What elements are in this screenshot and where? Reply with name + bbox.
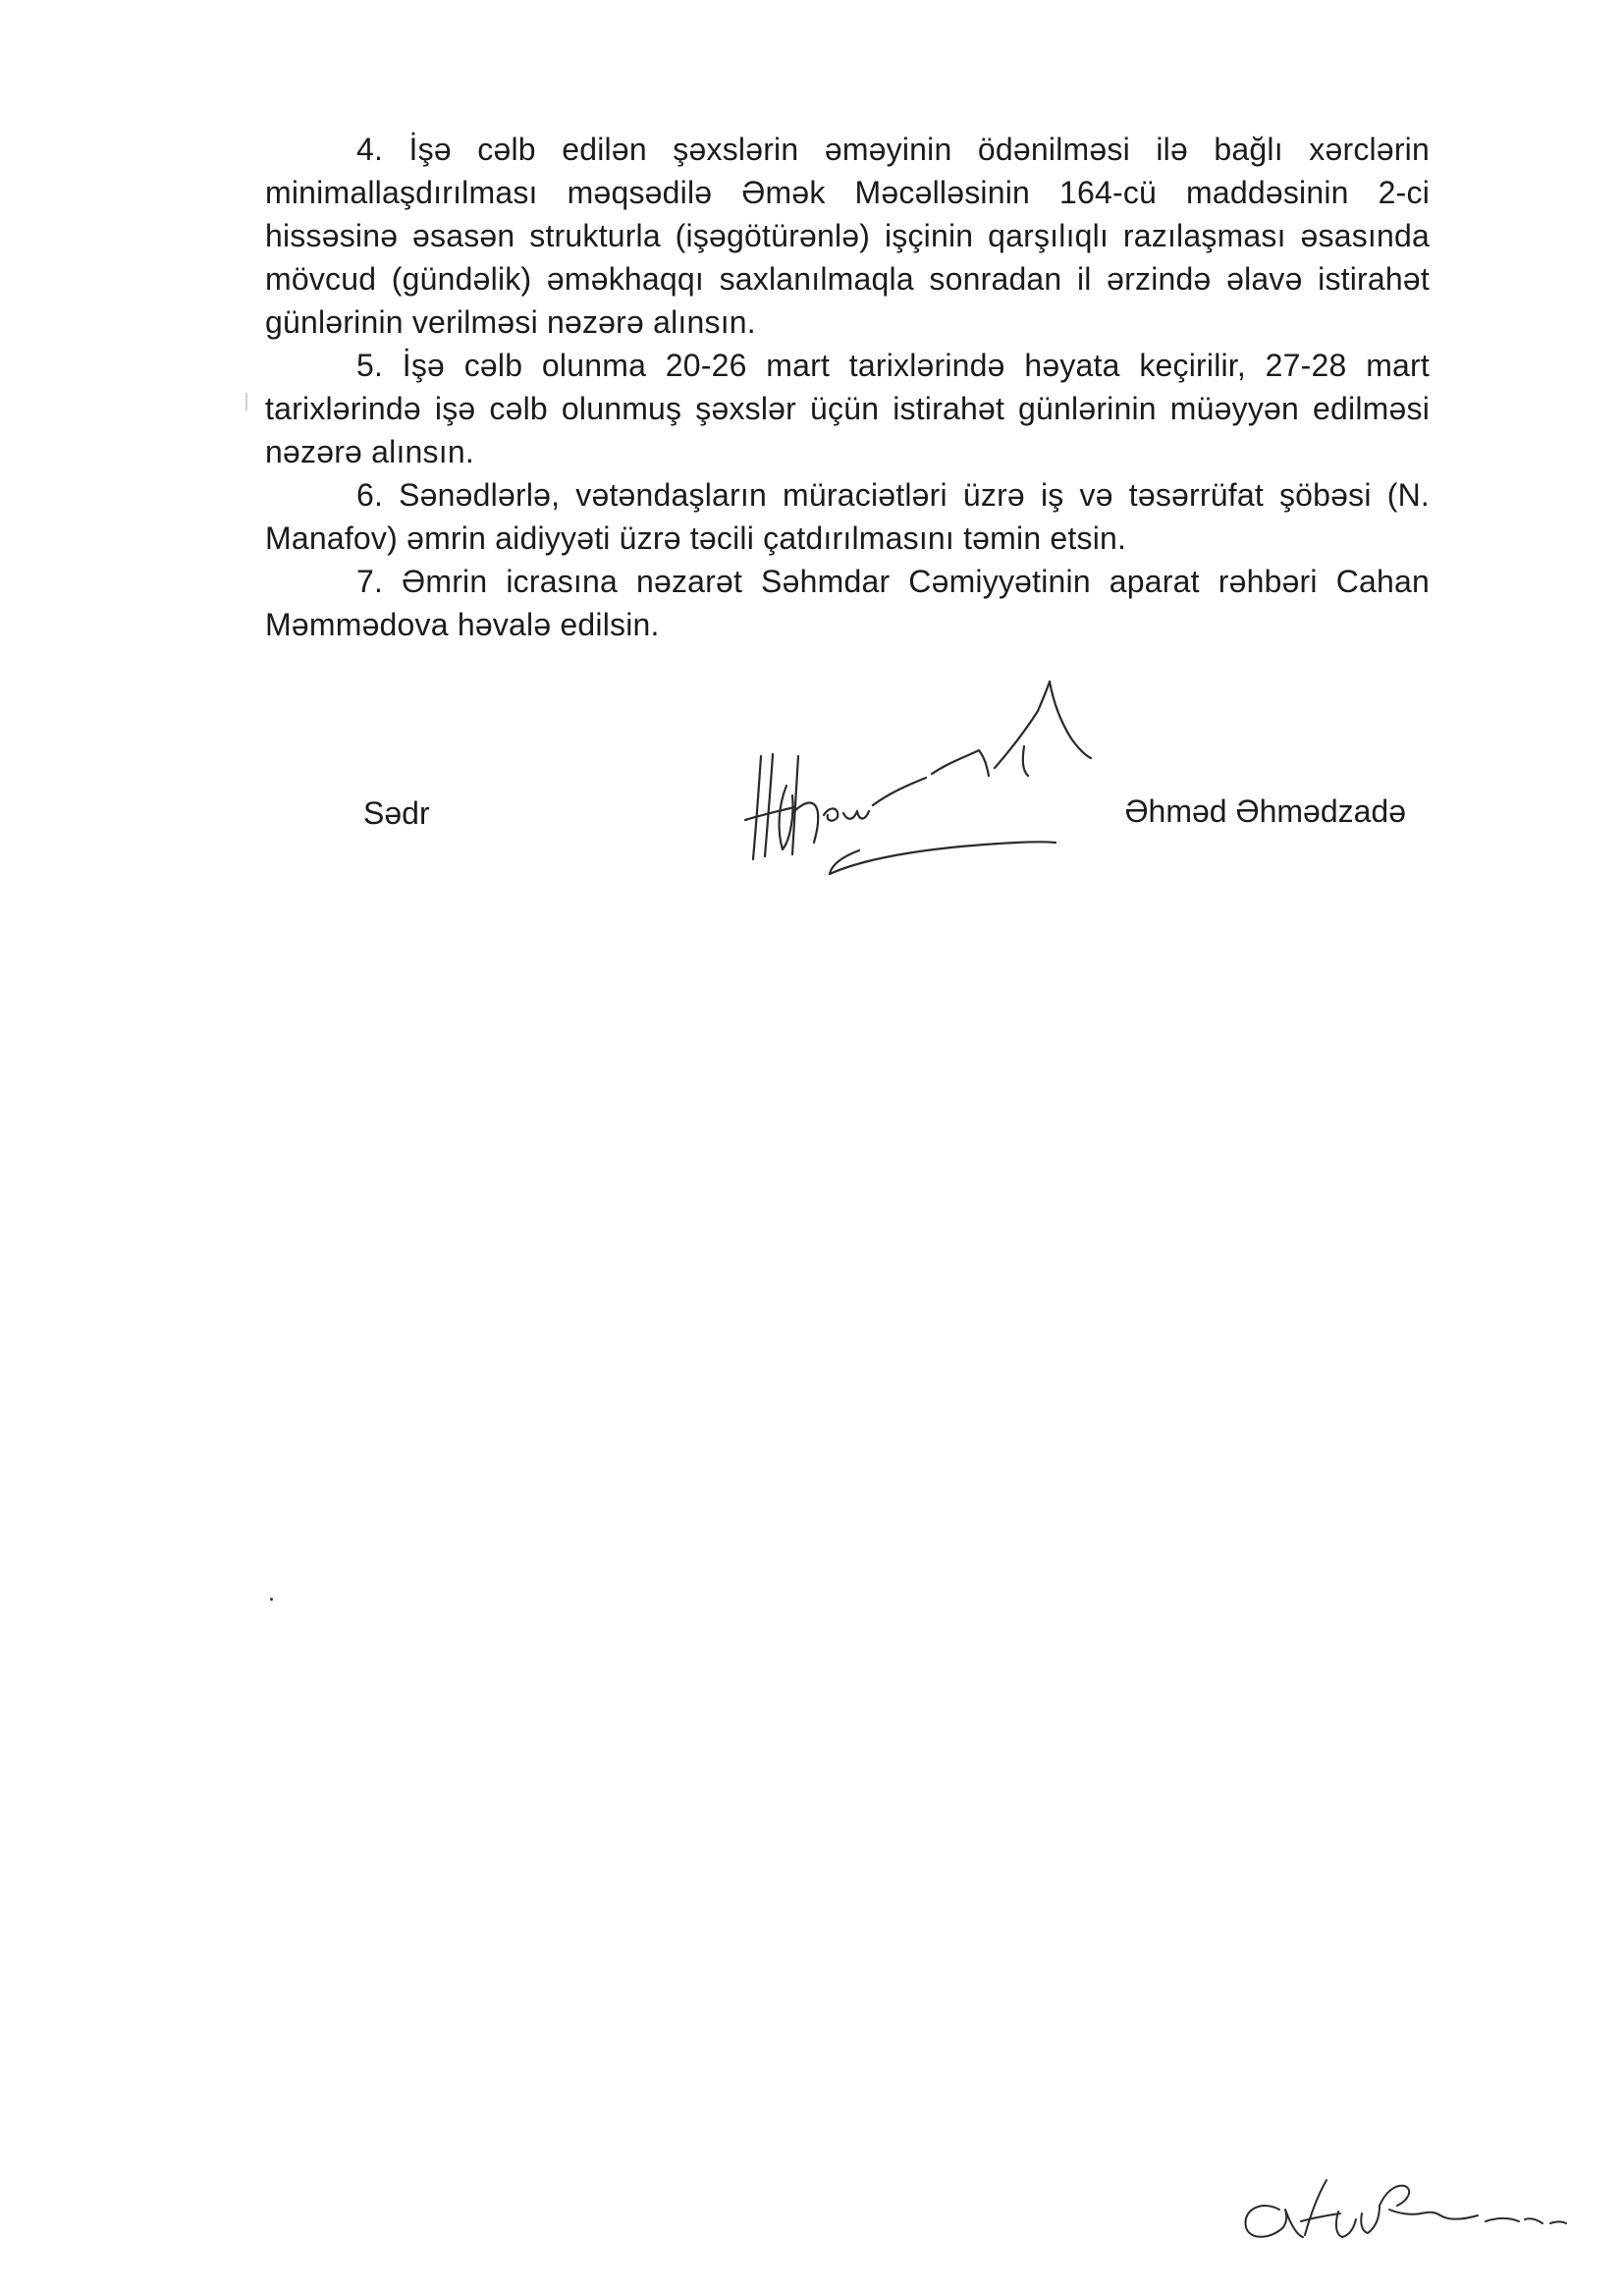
initials-signature	[1232, 2170, 1586, 2259]
scan-margin-mark	[245, 393, 247, 410]
clause-6: 6. Sənədlərlə, vətəndaşların müraciətləri üzrə iş və təsərrüfat şöbəsi (N. Manafov) əmrin aidiyyəti üzrə təcili çatdırılmasını təmin etsin.	[265, 477, 1430, 556]
handwritten-signature	[722, 638, 1213, 894]
scan-dot	[270, 1598, 273, 1601]
order-body	[265, 128, 1430, 646]
clause-7: 7. Əmrin icrasına nəzarət Səhmdar Cəmiyyətinin aparat rəhbəri Cahan Məmmədova həvalə edilsin.	[265, 564, 1430, 642]
signature-block	[265, 786, 1430, 845]
clause-5: 5. İşə cəlb olunma 20-26 mart tarixlərində həyata keçirilir, 27-28 mart tarixlərində işə cəlb olunmuş şəxslər üçün istirahət günlərinin müəyyən edilməsi nəzərə alınsın.	[265, 348, 1430, 469]
signatory-title: Sədr	[363, 795, 430, 831]
signatory-name: Əhməd Əhmədzadə	[1124, 793, 1406, 829]
clause-4: 4. İşə cəlb edilən şəxslərin əməyinin ödənilməsi ilə bağlı xərclərin minimallaşdırılması məqsədilə Əmək Məcəlləsinin 164-cü maddəsinin 2-ci hissəsinə əsasən strukturla (işəgötürənlə) işçinin qarşılıqlı razılaşması əsasında mövcud (gündəlik) əməkhaqqı saxlanılmaqla sonradan il ərzində əlavə istirahət günlərinin verilməsi nəzərə alınsın.	[265, 132, 1430, 340]
